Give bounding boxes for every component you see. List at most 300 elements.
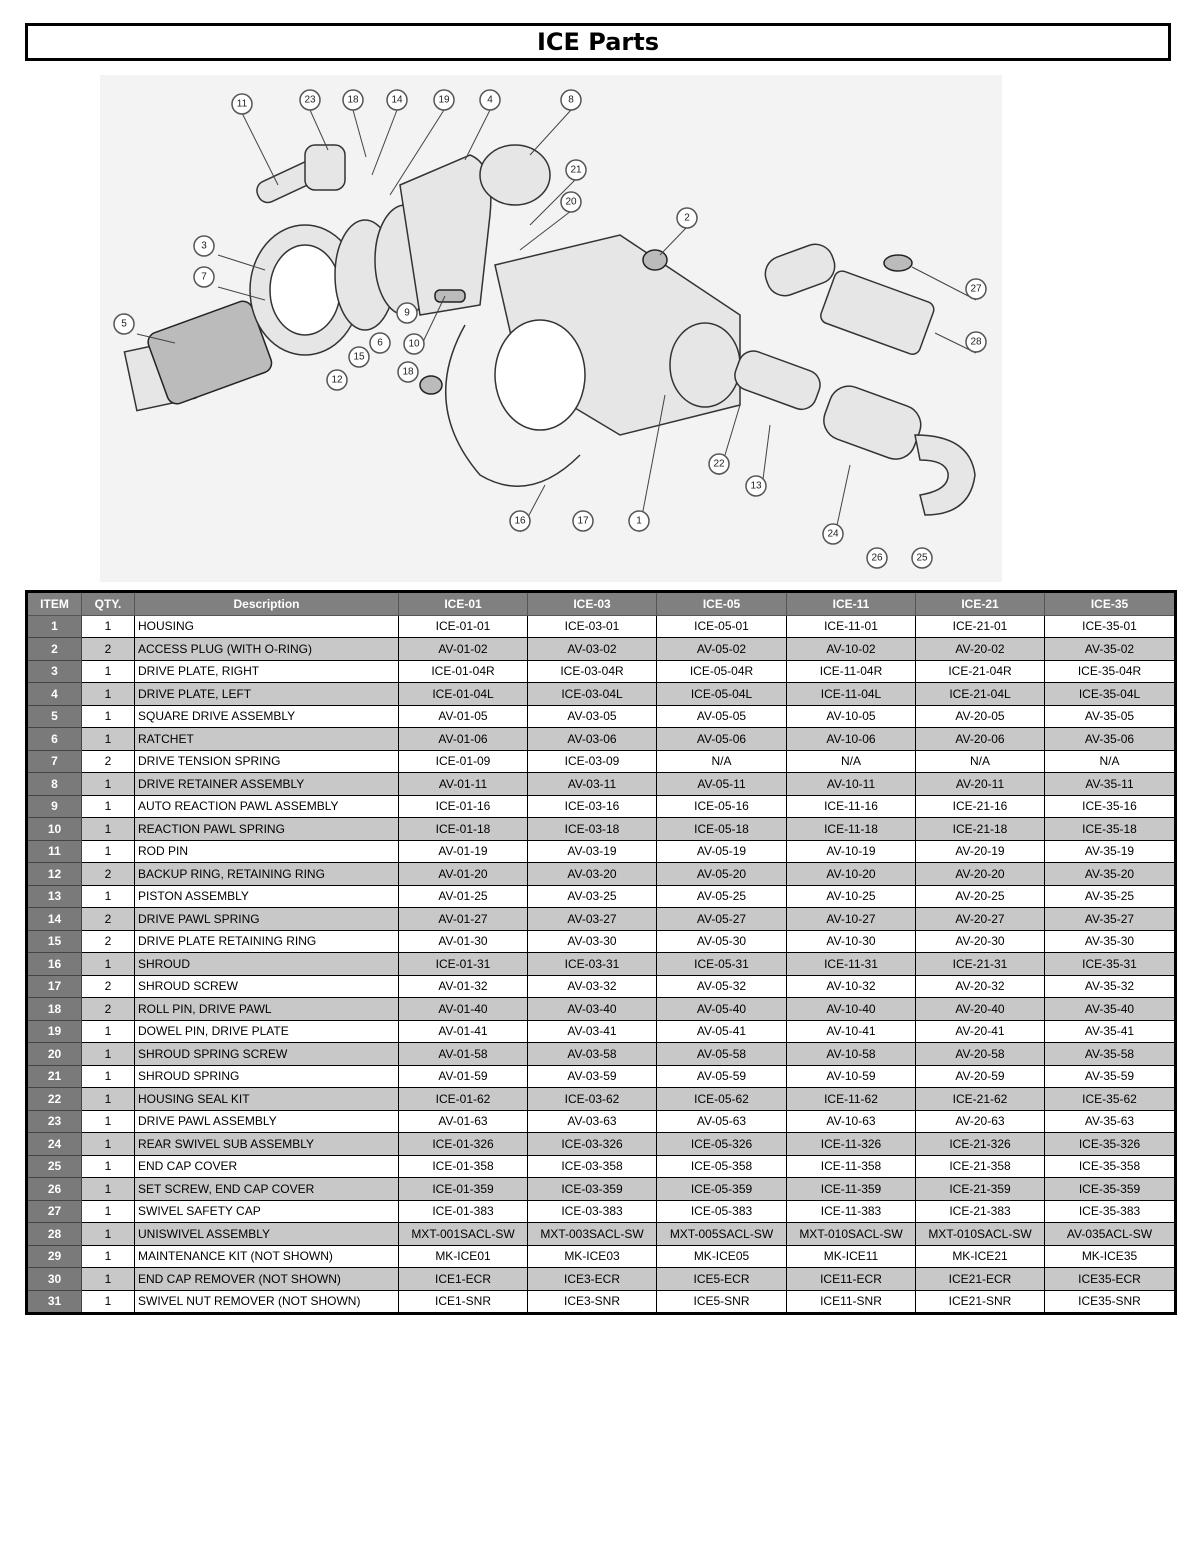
- part-number-cell: ICE-21-16: [916, 795, 1045, 818]
- item-cell: 23: [27, 1110, 82, 1133]
- part-number-cell: AV-10-20: [787, 863, 916, 886]
- svg-text:14: 14: [391, 94, 403, 106]
- item-cell: 8: [27, 773, 82, 796]
- svg-text:10: 10: [408, 338, 420, 350]
- access-plug-part: [643, 250, 667, 270]
- part-number-cell: ICE-35-18: [1045, 818, 1176, 841]
- qty-cell: 1: [82, 1178, 135, 1201]
- callout-8: [561, 90, 581, 110]
- part-number-cell: AV-35-11: [1045, 773, 1176, 796]
- description-cell: DRIVE RETAINER ASSEMBLY: [135, 773, 399, 796]
- item-cell: 26: [27, 1178, 82, 1201]
- item-cell: 25: [27, 1155, 82, 1178]
- part-number-cell: AV-35-30: [1045, 930, 1176, 953]
- exploded-view-drawing: [100, 75, 1002, 582]
- part-number-cell: ICE-03-01: [528, 615, 657, 638]
- part-number-cell: AV-35-59: [1045, 1065, 1176, 1088]
- part-number-cell: AV-05-59: [657, 1065, 787, 1088]
- svg-text:23: 23: [304, 94, 316, 106]
- callout-25: [912, 548, 932, 568]
- column-header-3: ICE-01: [399, 592, 528, 616]
- item-cell: 17: [27, 975, 82, 998]
- part-number-cell: ICE-05-01: [657, 615, 787, 638]
- callout-19: [434, 90, 454, 110]
- part-number-cell: AV-10-40: [787, 998, 916, 1021]
- item-cell: 21: [27, 1065, 82, 1088]
- part-number-cell: MK-ICE35: [1045, 1245, 1176, 1268]
- part-number-cell: ICE-05-62: [657, 1088, 787, 1111]
- part-number-cell: AV-35-02: [1045, 638, 1176, 661]
- part-number-cell: ICE-11-04L: [787, 683, 916, 706]
- item-cell: 29: [27, 1245, 82, 1268]
- qty-cell: 2: [82, 930, 135, 953]
- reaction-pawl-part: [435, 290, 465, 302]
- part-number-cell: AV-03-05: [528, 705, 657, 728]
- callout-5: [114, 314, 134, 334]
- part-number-cell: AV-10-25: [787, 885, 916, 908]
- part-number-cell: AV-05-05: [657, 705, 787, 728]
- svg-text:15: 15: [353, 351, 365, 363]
- callout-22: [709, 454, 729, 474]
- part-number-cell: MXT-010SACL-SW: [787, 1223, 916, 1246]
- table-row: [27, 1043, 1176, 1066]
- item-cell: 22: [27, 1088, 82, 1111]
- description-cell: DRIVE PLATE, RIGHT: [135, 660, 399, 683]
- svg-text:16: 16: [514, 515, 526, 527]
- description-cell: ROLL PIN, DRIVE PAWL: [135, 998, 399, 1021]
- part-number-cell: AV-05-02: [657, 638, 787, 661]
- table-row: [27, 930, 1176, 953]
- part-number-cell: ICE-05-04L: [657, 683, 787, 706]
- column-header-5: ICE-05: [657, 592, 787, 616]
- svg-text:21: 21: [570, 164, 582, 176]
- part-number-cell: AV-10-11: [787, 773, 916, 796]
- part-number-cell: ICE-05-04R: [657, 660, 787, 683]
- part-number-cell: AV-01-30: [399, 930, 528, 953]
- callout-17: [573, 511, 593, 531]
- item-cell: 15: [27, 930, 82, 953]
- part-number-cell: AV-20-06: [916, 728, 1045, 751]
- callout-24: [823, 524, 843, 544]
- part-number-cell: AV-01-20: [399, 863, 528, 886]
- item-cell: 14: [27, 908, 82, 931]
- callout-26: [867, 548, 887, 568]
- part-number-cell: AV-35-19: [1045, 840, 1176, 863]
- svg-text:9: 9: [404, 307, 410, 319]
- description-cell: PISTON ASSEMBLY: [135, 885, 399, 908]
- item-cell: 12: [27, 863, 82, 886]
- part-number-cell: ICE-35-04R: [1045, 660, 1176, 683]
- part-number-cell: AV-05-27: [657, 908, 787, 931]
- drive-pawl-part: [305, 145, 345, 190]
- qty-cell: 1: [82, 818, 135, 841]
- part-illustrations: [124, 145, 975, 515]
- part-number-cell: MK-ICE01: [399, 1245, 528, 1268]
- part-number-cell: ICE-35-04L: [1045, 683, 1176, 706]
- part-number-cell: ICE-01-04L: [399, 683, 528, 706]
- part-number-cell: AV-01-63: [399, 1110, 528, 1133]
- part-number-cell: ICE-35-383: [1045, 1200, 1176, 1223]
- part-number-cell: MK-ICE05: [657, 1245, 787, 1268]
- exploded-view-svg: [100, 75, 1002, 582]
- part-number-cell: ICE-21-358: [916, 1155, 1045, 1178]
- column-header-0: ITEM: [27, 592, 82, 616]
- part-number-cell: ICE-05-18: [657, 818, 787, 841]
- qty-cell: 1: [82, 953, 135, 976]
- end-cap-cover-part: [915, 435, 975, 515]
- part-number-cell: AV-35-63: [1045, 1110, 1176, 1133]
- part-number-cell: ICE-11-359: [787, 1178, 916, 1201]
- svg-text:20: 20: [565, 196, 577, 208]
- svg-text:26: 26: [871, 552, 883, 564]
- part-number-cell: AV-10-59: [787, 1065, 916, 1088]
- part-number-cell: MK-ICE11: [787, 1245, 916, 1268]
- callout-20: [561, 192, 581, 212]
- column-header-1: QTY.: [82, 592, 135, 616]
- svg-text:18: 18: [402, 366, 414, 378]
- part-number-cell: ICE5-SNR: [657, 1290, 787, 1314]
- description-cell: SQUARE DRIVE ASSEMBLY: [135, 705, 399, 728]
- svg-text:11: 11: [236, 98, 248, 110]
- callout-15: [349, 347, 369, 367]
- svg-text:18: 18: [347, 94, 359, 106]
- svg-text:17: 17: [577, 515, 589, 527]
- part-number-cell: ICE-01-01: [399, 615, 528, 638]
- svg-text:5: 5: [121, 318, 127, 330]
- description-cell: ROD PIN: [135, 840, 399, 863]
- callout-10: [404, 334, 424, 354]
- description-cell: ACCESS PLUG (WITH O-RING): [135, 638, 399, 661]
- qty-cell: 1: [82, 773, 135, 796]
- part-number-cell: AV-05-58: [657, 1043, 787, 1066]
- part-number-cell: AV-20-63: [916, 1110, 1045, 1133]
- svg-text:27: 27: [970, 283, 982, 295]
- part-number-cell: AV-05-25: [657, 885, 787, 908]
- qty-cell: 1: [82, 885, 135, 908]
- callout-11: [232, 94, 252, 114]
- part-number-cell: AV-20-40: [916, 998, 1045, 1021]
- callout-6: [370, 333, 390, 353]
- part-number-cell: AV-35-58: [1045, 1043, 1176, 1066]
- item-cell: 28: [27, 1223, 82, 1246]
- part-number-cell: AV-035ACL-SW: [1045, 1223, 1176, 1246]
- part-number-cell: AV-01-58: [399, 1043, 528, 1066]
- svg-text:3: 3: [201, 240, 207, 252]
- part-number-cell: ICE35-SNR: [1045, 1290, 1176, 1314]
- part-number-cell: ICE-21-04R: [916, 660, 1045, 683]
- part-number-cell: ICE-11-358: [787, 1155, 916, 1178]
- part-number-cell: AV-03-30: [528, 930, 657, 953]
- part-number-cell: ICE-05-358: [657, 1155, 787, 1178]
- part-number-cell: ICE-01-18: [399, 818, 528, 841]
- part-number-cell: ICE-03-62: [528, 1088, 657, 1111]
- part-number-cell: AV-10-06: [787, 728, 916, 751]
- part-number-cell: ICE-35-16: [1045, 795, 1176, 818]
- part-number-cell: AV-35-41: [1045, 1020, 1176, 1043]
- part-number-cell: AV-05-19: [657, 840, 787, 863]
- part-number-cell: AV-20-11: [916, 773, 1045, 796]
- table-row: [27, 1245, 1176, 1268]
- table-row: [27, 660, 1176, 683]
- part-number-cell: AV-20-58: [916, 1043, 1045, 1066]
- part-number-cell: ICE-03-18: [528, 818, 657, 841]
- callout-9: [397, 303, 417, 323]
- part-number-cell: AV-20-25: [916, 885, 1045, 908]
- part-number-cell: AV-05-32: [657, 975, 787, 998]
- part-number-cell: ICE-35-62: [1045, 1088, 1176, 1111]
- column-header-7: ICE-21: [916, 592, 1045, 616]
- item-cell: 10: [27, 818, 82, 841]
- part-number-cell: AV-20-59: [916, 1065, 1045, 1088]
- part-number-cell: ICE3-SNR: [528, 1290, 657, 1314]
- table-row: [27, 1133, 1176, 1156]
- table-row: [27, 998, 1176, 1021]
- part-number-cell: ICE3-ECR: [528, 1268, 657, 1291]
- piston-part: [731, 347, 825, 414]
- description-cell: DRIVE PAWL ASSEMBLY: [135, 1110, 399, 1133]
- part-number-cell: ICE-11-18: [787, 818, 916, 841]
- part-number-cell: ICE-03-09: [528, 750, 657, 773]
- description-cell: SHROUD SCREW: [135, 975, 399, 998]
- qty-cell: 2: [82, 908, 135, 931]
- part-number-cell: ICE-21-62: [916, 1088, 1045, 1111]
- part-number-cell: ICE-11-383: [787, 1200, 916, 1223]
- part-number-cell: AV-20-05: [916, 705, 1045, 728]
- swivel-safety-cap-part: [884, 255, 912, 271]
- part-number-cell: AV-01-59: [399, 1065, 528, 1088]
- part-number-cell: ICE-11-16: [787, 795, 916, 818]
- part-number-cell: ICE-35-359: [1045, 1178, 1176, 1201]
- description-cell: SWIVEL NUT REMOVER (NOT SHOWN): [135, 1290, 399, 1314]
- part-number-cell: AV-10-58: [787, 1043, 916, 1066]
- column-header-6: ICE-11: [787, 592, 916, 616]
- callout-14: [387, 90, 407, 110]
- part-number-cell: AV-03-25: [528, 885, 657, 908]
- description-cell: END CAP COVER: [135, 1155, 399, 1178]
- callout-7: [194, 267, 214, 287]
- part-number-cell: AV-20-02: [916, 638, 1045, 661]
- part-number-cell: N/A: [787, 750, 916, 773]
- part-number-cell: AV-03-19: [528, 840, 657, 863]
- part-number-cell: MK-ICE03: [528, 1245, 657, 1268]
- description-cell: DRIVE PAWL SPRING: [135, 908, 399, 931]
- part-number-cell: AV-10-02: [787, 638, 916, 661]
- part-number-cell: AV-10-32: [787, 975, 916, 998]
- qty-cell: 2: [82, 638, 135, 661]
- svg-text:19: 19: [438, 94, 450, 106]
- part-number-cell: AV-03-11: [528, 773, 657, 796]
- item-cell: 11: [27, 840, 82, 863]
- item-cell: 27: [27, 1200, 82, 1223]
- part-number-cell: ICE11-ECR: [787, 1268, 916, 1291]
- svg-text:1: 1: [636, 515, 642, 527]
- item-cell: 13: [27, 885, 82, 908]
- part-number-cell: ICE-21-359: [916, 1178, 1045, 1201]
- callout-1: [629, 511, 649, 531]
- item-cell: 30: [27, 1268, 82, 1291]
- description-cell: DRIVE PLATE RETAINING RING: [135, 930, 399, 953]
- description-cell: REAR SWIVEL SUB ASSEMBLY: [135, 1133, 399, 1156]
- column-header-4: ICE-03: [528, 592, 657, 616]
- rear-swivel-part: [818, 381, 926, 465]
- part-number-cell: AV-03-41: [528, 1020, 657, 1043]
- qty-cell: 2: [82, 863, 135, 886]
- part-number-cell: ICE1-ECR: [399, 1268, 528, 1291]
- item-cell: 4: [27, 683, 82, 706]
- callout-21: [566, 160, 586, 180]
- part-number-cell: ICE-01-326: [399, 1133, 528, 1156]
- part-number-cell: AV-35-40: [1045, 998, 1176, 1021]
- qty-cell: 1: [82, 1065, 135, 1088]
- part-number-cell: ICE5-ECR: [657, 1268, 787, 1291]
- part-number-cell: ICE35-ECR: [1045, 1268, 1176, 1291]
- part-number-cell: MK-ICE21: [916, 1245, 1045, 1268]
- qty-cell: 2: [82, 998, 135, 1021]
- svg-text:4: 4: [487, 94, 493, 106]
- part-number-cell: AV-01-02: [399, 638, 528, 661]
- table-row: [27, 1223, 1176, 1246]
- part-number-cell: AV-03-59: [528, 1065, 657, 1088]
- part-number-cell: ICE-03-326: [528, 1133, 657, 1156]
- description-cell: HOUSING: [135, 615, 399, 638]
- part-number-cell: ICE-11-62: [787, 1088, 916, 1111]
- item-cell: 9: [27, 795, 82, 818]
- table-row: [27, 818, 1176, 841]
- description-cell: DOWEL PIN, DRIVE PLATE: [135, 1020, 399, 1043]
- description-cell: DRIVE PLATE, LEFT: [135, 683, 399, 706]
- table-row: [27, 885, 1176, 908]
- svg-text:7: 7: [201, 271, 207, 283]
- part-number-cell: ICE-03-31: [528, 953, 657, 976]
- part-number-cell: AV-01-19: [399, 840, 528, 863]
- item-cell: 2: [27, 638, 82, 661]
- svg-text:6: 6: [377, 337, 383, 349]
- part-number-cell: AV-03-63: [528, 1110, 657, 1133]
- qty-cell: 1: [82, 1290, 135, 1314]
- part-number-cell: ICE-21-18: [916, 818, 1045, 841]
- qty-cell: 2: [82, 975, 135, 998]
- qty-cell: 1: [82, 1268, 135, 1291]
- part-number-cell: ICE1-SNR: [399, 1290, 528, 1314]
- part-number-cell: AV-03-20: [528, 863, 657, 886]
- table-row: [27, 908, 1176, 931]
- part-number-cell: ICE-35-01: [1045, 615, 1176, 638]
- part-number-cell: AV-01-05: [399, 705, 528, 728]
- svg-text:28: 28: [970, 336, 982, 348]
- item-cell: 3: [27, 660, 82, 683]
- callout-2: [677, 208, 697, 228]
- table-row: [27, 1088, 1176, 1111]
- table-row: [27, 773, 1176, 796]
- part-number-cell: ICE-01-383: [399, 1200, 528, 1223]
- part-number-cell: ICE-21-04L: [916, 683, 1045, 706]
- part-number-cell: ICE-03-359: [528, 1178, 657, 1201]
- callout-16: [510, 511, 530, 531]
- description-cell: BACKUP RING, RETAINING RING: [135, 863, 399, 886]
- part-number-cell: ICE-01-359: [399, 1178, 528, 1201]
- description-cell: SHROUD SPRING: [135, 1065, 399, 1088]
- table-row: [27, 863, 1176, 886]
- part-number-cell: N/A: [916, 750, 1045, 773]
- table-row: [27, 1020, 1176, 1043]
- part-number-cell: ICE-35-31: [1045, 953, 1176, 976]
- part-number-cell: AV-05-41: [657, 1020, 787, 1043]
- item-cell: 6: [27, 728, 82, 751]
- description-cell: SWIVEL SAFETY CAP: [135, 1200, 399, 1223]
- part-number-cell: AV-01-32: [399, 975, 528, 998]
- part-number-cell: AV-35-27: [1045, 908, 1176, 931]
- qty-cell: 1: [82, 1043, 135, 1066]
- callout-18b: [398, 362, 418, 382]
- callout-28: [966, 332, 986, 352]
- svg-text:13: 13: [750, 480, 762, 492]
- table-row: [27, 1290, 1176, 1314]
- qty-cell: 1: [82, 1200, 135, 1223]
- access-plug-2-part: [420, 376, 442, 394]
- uniswivel-body-part: [819, 269, 936, 357]
- table-row: [27, 750, 1176, 773]
- part-number-cell: MXT-010SACL-SW: [916, 1223, 1045, 1246]
- part-number-cell: AV-03-40: [528, 998, 657, 1021]
- part-number-cell: MXT-005SACL-SW: [657, 1223, 787, 1246]
- qty-cell: 1: [82, 1088, 135, 1111]
- callout-12: [327, 370, 347, 390]
- table-header-row: [27, 592, 1176, 616]
- uniswivel-fitting-part: [760, 239, 839, 301]
- part-number-cell: AV-20-30: [916, 930, 1045, 953]
- item-cell: 5: [27, 705, 82, 728]
- part-number-cell: AV-01-41: [399, 1020, 528, 1043]
- table-row: [27, 728, 1176, 751]
- description-cell: SET SCREW, END CAP COVER: [135, 1178, 399, 1201]
- table-row: [27, 840, 1176, 863]
- part-number-cell: AV-20-19: [916, 840, 1045, 863]
- table-body: [27, 615, 1176, 1314]
- callout-4: [480, 90, 500, 110]
- part-number-cell: AV-20-41: [916, 1020, 1045, 1043]
- qty-cell: 1: [82, 705, 135, 728]
- description-cell: END CAP REMOVER (NOT SHOWN): [135, 1268, 399, 1291]
- part-number-cell: AV-10-41: [787, 1020, 916, 1043]
- table-row: [27, 1178, 1176, 1201]
- part-number-cell: AV-03-27: [528, 908, 657, 931]
- svg-text:22: 22: [713, 458, 725, 470]
- qty-cell: 1: [82, 728, 135, 751]
- table-row: [27, 683, 1176, 706]
- qty-cell: 2: [82, 750, 135, 773]
- table-row: [27, 1110, 1176, 1133]
- part-number-cell: ICE-21-326: [916, 1133, 1045, 1156]
- svg-text:2: 2: [684, 212, 690, 224]
- qty-cell: 1: [82, 1020, 135, 1043]
- qty-cell: 1: [82, 1245, 135, 1268]
- description-cell: SHROUD: [135, 953, 399, 976]
- qty-cell: 1: [82, 1155, 135, 1178]
- part-number-cell: MXT-003SACL-SW: [528, 1223, 657, 1246]
- part-number-cell: AV-35-05: [1045, 705, 1176, 728]
- part-number-cell: ICE-01-04R: [399, 660, 528, 683]
- part-number-cell: AV-05-20: [657, 863, 787, 886]
- qty-cell: 1: [82, 660, 135, 683]
- part-number-cell: ICE-21-31: [916, 953, 1045, 976]
- table-row: [27, 1268, 1176, 1291]
- column-header-8: ICE-35: [1045, 592, 1176, 616]
- part-number-cell: AV-05-11: [657, 773, 787, 796]
- page-title: ICE Parts: [25, 23, 1171, 61]
- table-row: [27, 1200, 1176, 1223]
- part-number-cell: ICE-05-16: [657, 795, 787, 818]
- item-cell: 31: [27, 1290, 82, 1314]
